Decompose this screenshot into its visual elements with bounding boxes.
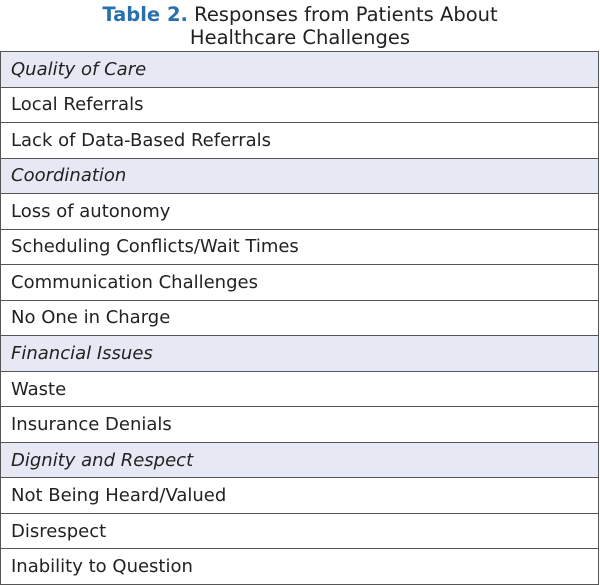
category-row	[1, 52, 599, 88]
category-row	[1, 442, 599, 478]
table-row	[1, 407, 599, 443]
response-cell: Disrespect	[1, 513, 599, 549]
category-cell: Financial Issues	[1, 336, 599, 372]
response-cell: Lack of Data-Based Referrals	[1, 123, 599, 159]
response-cell: Communication Challenges	[1, 265, 599, 301]
table-number: Table 2.	[102, 3, 188, 26]
response-cell: No One in Charge	[1, 300, 599, 336]
table-row	[1, 194, 599, 230]
category-row	[1, 336, 599, 372]
table-row	[1, 478, 599, 514]
response-cell: Local Referrals	[1, 87, 599, 123]
response-cell: Loss of autonomy	[1, 194, 599, 230]
response-cell: Inability to Question	[1, 549, 599, 585]
response-cell: Scheduling Conflicts/Wait Times	[1, 229, 599, 265]
response-cell: Waste	[1, 371, 599, 407]
table-row	[1, 371, 599, 407]
table-row	[1, 549, 599, 585]
table-caption	[0, 0, 600, 51]
response-cell: Not Being Heard/Valued	[1, 478, 599, 514]
table-row	[1, 513, 599, 549]
category-row	[1, 158, 599, 194]
table-row	[1, 123, 599, 159]
table-row	[1, 265, 599, 301]
category-cell: Coordination	[1, 158, 599, 194]
table-row	[1, 87, 599, 123]
caption-line-2: Healthcare Challenges	[189, 26, 411, 49]
category-cell: Quality of Care	[1, 52, 599, 88]
table-row	[1, 300, 599, 336]
table-row	[1, 229, 599, 265]
category-cell: Dignity and Respect	[1, 442, 599, 478]
response-cell: Insurance Denials	[1, 407, 599, 443]
caption-line-1: Responses from Patients About	[194, 3, 498, 26]
responses-table	[0, 51, 599, 585]
